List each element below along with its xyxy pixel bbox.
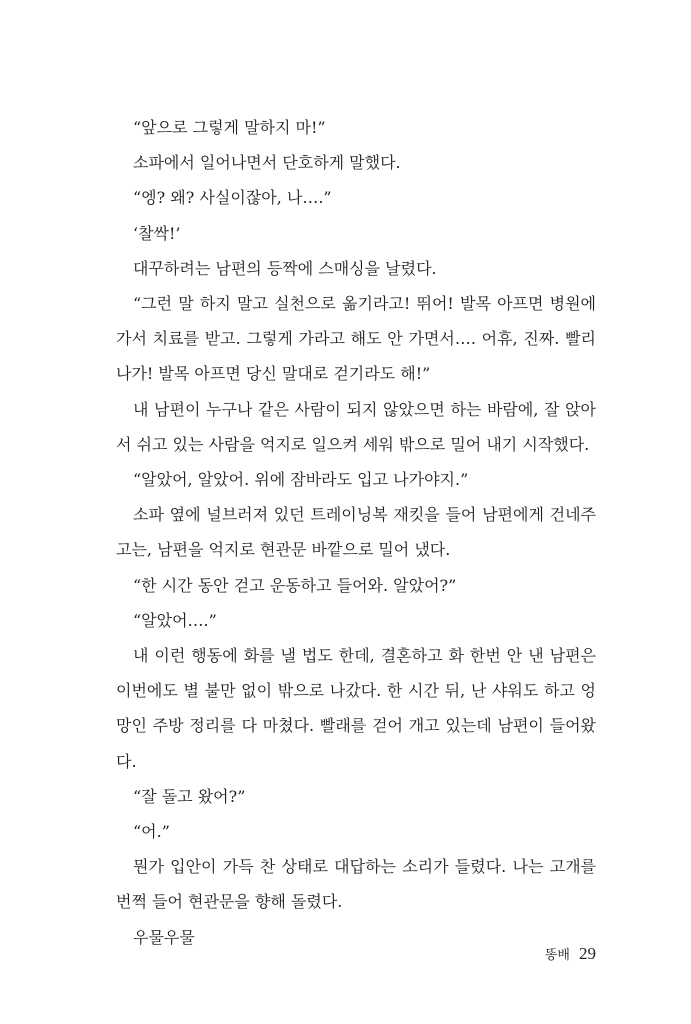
- paragraph: “엥? 왜? 사실이잖아, 나….”: [133, 188, 332, 208]
- paragraph: 뭔가 입안이 가득 찬 상태로 대답하는 소리가 들렸다. 나는 고개를 번쩍 들어 현관문을 향해 돌렸다.: [116, 857, 596, 912]
- page-number: 29: [579, 944, 596, 963]
- page-footer: [545, 944, 596, 966]
- paragraph: ‘찰싹!’: [133, 223, 181, 243]
- running-title: 똥배: [544, 948, 570, 963]
- paragraph: “한 시간 동안 걷고 운동하고 들어와. 알았어?”: [133, 575, 457, 595]
- paragraph: 소파에서 일어나면서 단호하게 말했다.: [133, 153, 401, 173]
- paragraph: 우물우물: [133, 927, 195, 947]
- body-text: [116, 110, 596, 955]
- paragraph: “알았어….”: [133, 610, 217, 630]
- paragraph: “잘 돌고 왔어?”: [133, 786, 246, 806]
- paragraph: 내 남편이 누구나 같은 사람이 되지 않았으면 하는 바람에, 잘 앉아서 쉬고 있는 사람을 억지로 일으켜 세워 밖으로 밀어 내기 시작했다.: [116, 399, 596, 454]
- paragraph: “그런 말 하지 말고 실천으로 옮기라고! 뛰어! 발목 아프면 병원에 가서 치료를 받고. 그렇게 가라고 해도 안 가면서…. 어휴, 진짜. 빨리 나가! 발목 아프면 당신 말대로 걷기라도 해!”: [116, 294, 596, 384]
- paragraph: 소파 옆에 널브러져 있던 트레이닝복 재킷을 들어 남편에게 건네주고는, 남편을 억지로 현관문 바깥으로 밀어 냈다.: [116, 505, 596, 560]
- paragraph: “어.”: [133, 822, 170, 842]
- paragraph: 대꾸하려는 남편의 등짝에 스매싱을 날렸다.: [133, 258, 437, 278]
- paragraph: “알았어, 알았어. 위에 잠바라도 입고 나가야지.”: [133, 470, 469, 490]
- paragraph: “앞으로 그렇게 말하지 마!”: [133, 118, 326, 137]
- paragraph: 내 이런 행동에 화를 낼 법도 한데, 결혼하고 화 한번 안 낸 남편은 이번에도 별 불만 없이 밖으로 나갔다. 한 시간 뒤, 난 샤워도 하고 엉망인 주방 정리를 다 마쳤다. 빨래를 걷어 개고 있는데 남편이 들어왔다.: [116, 646, 596, 771]
